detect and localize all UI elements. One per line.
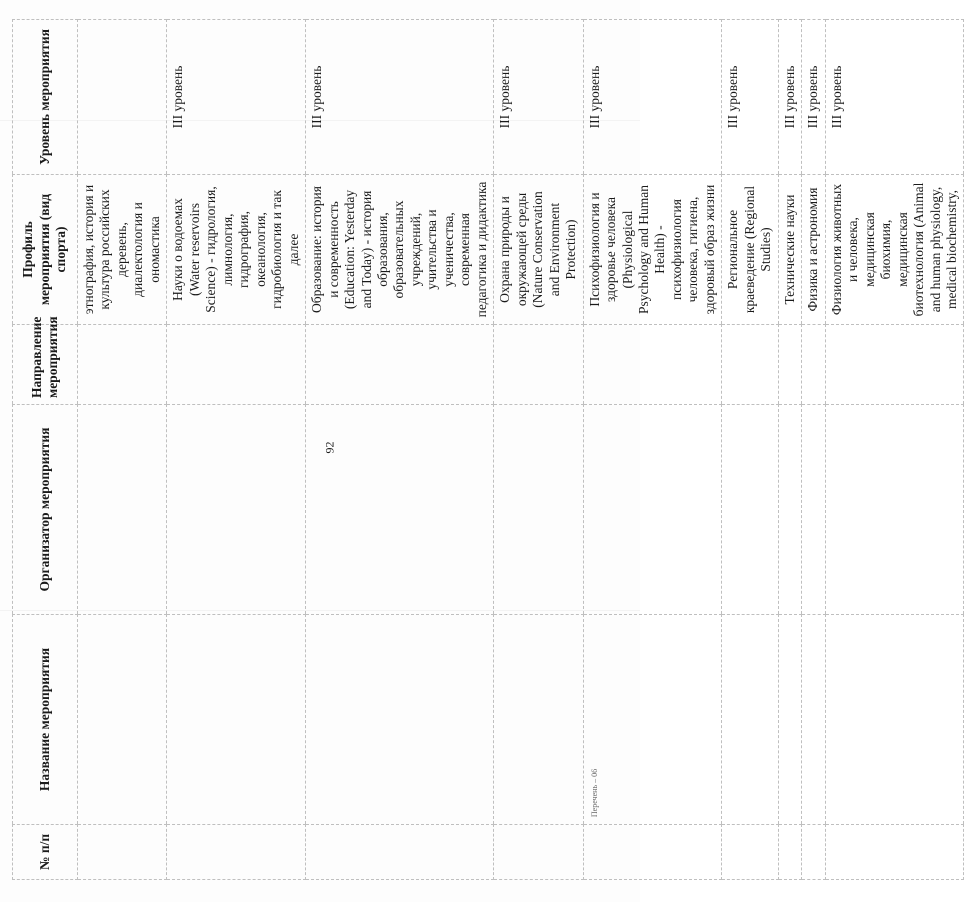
cell-num	[494, 825, 583, 880]
cell-direction	[494, 325, 583, 405]
cell-num	[167, 825, 306, 880]
cell-name	[583, 615, 722, 825]
cell-organizer	[494, 405, 583, 615]
table-row	[167, 20, 306, 880]
table-row	[802, 20, 825, 880]
cell-name	[778, 615, 801, 825]
page-number: 92	[322, 441, 337, 454]
cell-organizer	[583, 405, 722, 615]
cell-level: III уровень	[494, 20, 583, 175]
cell-profile: Психофизиология и здоровье человека (Physiological Psychology and Human Health) - психофизиология человека, гигиена, здоровый образ жизни	[583, 175, 722, 325]
cell-profile: Региональное краеведение (Regional Studies)	[722, 175, 778, 325]
cell-profile: Физика и астрономия	[802, 175, 825, 325]
cell-organizer	[825, 405, 964, 615]
cell-level	[78, 20, 167, 175]
cell-num	[722, 825, 778, 880]
cell-level: III уровень	[306, 20, 494, 175]
table-row	[583, 20, 722, 880]
cell-num	[583, 825, 722, 880]
cell-level: III уровень	[778, 20, 801, 175]
cell-organizer	[78, 405, 167, 615]
table-row	[825, 20, 964, 880]
cell-direction	[78, 325, 167, 405]
table-row	[306, 20, 494, 880]
header-profile: Профиль мероприятия (вид спорта)	[13, 175, 78, 325]
cell-num	[306, 825, 494, 880]
header-direction: Направление мероприятия	[13, 325, 78, 405]
cell-organizer	[778, 405, 801, 615]
cell-level: III уровень	[802, 20, 825, 175]
cell-direction	[167, 325, 306, 405]
cell-direction	[722, 325, 778, 405]
header-level: Уровень мероприятия	[13, 20, 78, 175]
table-row	[722, 20, 778, 880]
cell-profile: этнография, история и культура российских деревень, диалектология и ономастика	[78, 175, 167, 325]
cell-direction	[778, 325, 801, 405]
events-table	[12, 19, 964, 880]
cell-profile: Технические науки	[778, 175, 801, 325]
cell-direction	[802, 325, 825, 405]
table-row	[78, 20, 167, 880]
footer-note: Перечень – 06	[590, 768, 599, 818]
header-organizer: Организатор мероприятия	[13, 405, 78, 615]
cell-name	[825, 615, 964, 825]
cell-num	[78, 825, 167, 880]
rotated-table-container	[12, 20, 959, 880]
header-name: Название мероприятия	[13, 615, 78, 825]
table-row	[778, 20, 801, 880]
table-row	[494, 20, 583, 880]
cell-name	[167, 615, 306, 825]
cell-num	[825, 825, 964, 880]
cell-direction	[306, 325, 494, 405]
cell-organizer	[306, 405, 494, 615]
cell-direction	[583, 325, 722, 405]
cell-direction	[825, 325, 964, 405]
cell-name	[306, 615, 494, 825]
cell-level: III уровень	[167, 20, 306, 175]
cell-level: III уровень	[583, 20, 722, 175]
cell-name	[802, 615, 825, 825]
cell-name	[722, 615, 778, 825]
cell-profile: Науки о водоемах (Water reservoirs Science) - гидрология, лимнология, гидрография, океанология, гидробиология и так далее	[167, 175, 306, 325]
cell-organizer	[167, 405, 306, 615]
cell-num	[802, 825, 825, 880]
cell-level: III уровень	[825, 20, 964, 175]
table-header-row	[13, 20, 78, 880]
cell-num	[778, 825, 801, 880]
cell-level: III уровень	[722, 20, 778, 175]
cell-organizer	[722, 405, 778, 615]
cell-name	[494, 615, 583, 825]
cell-name	[78, 615, 167, 825]
header-num: № п/п	[13, 825, 78, 880]
cell-profile: Образование: история и современность (Education: Yesterday and Today) - история образования, образовательных учреждений, учительства и ученичества, современная педагогика и дидактика	[306, 175, 494, 325]
cell-organizer	[802, 405, 825, 615]
cell-profile: Физиология животных и человека, медицинская биохимия, медицинская биотехнология (Animal and human physiology, medical biochemistry,	[825, 175, 964, 325]
cell-profile: Охрана природы и окружающей среды (Nature Conservation and Environment Protection)	[494, 175, 583, 325]
